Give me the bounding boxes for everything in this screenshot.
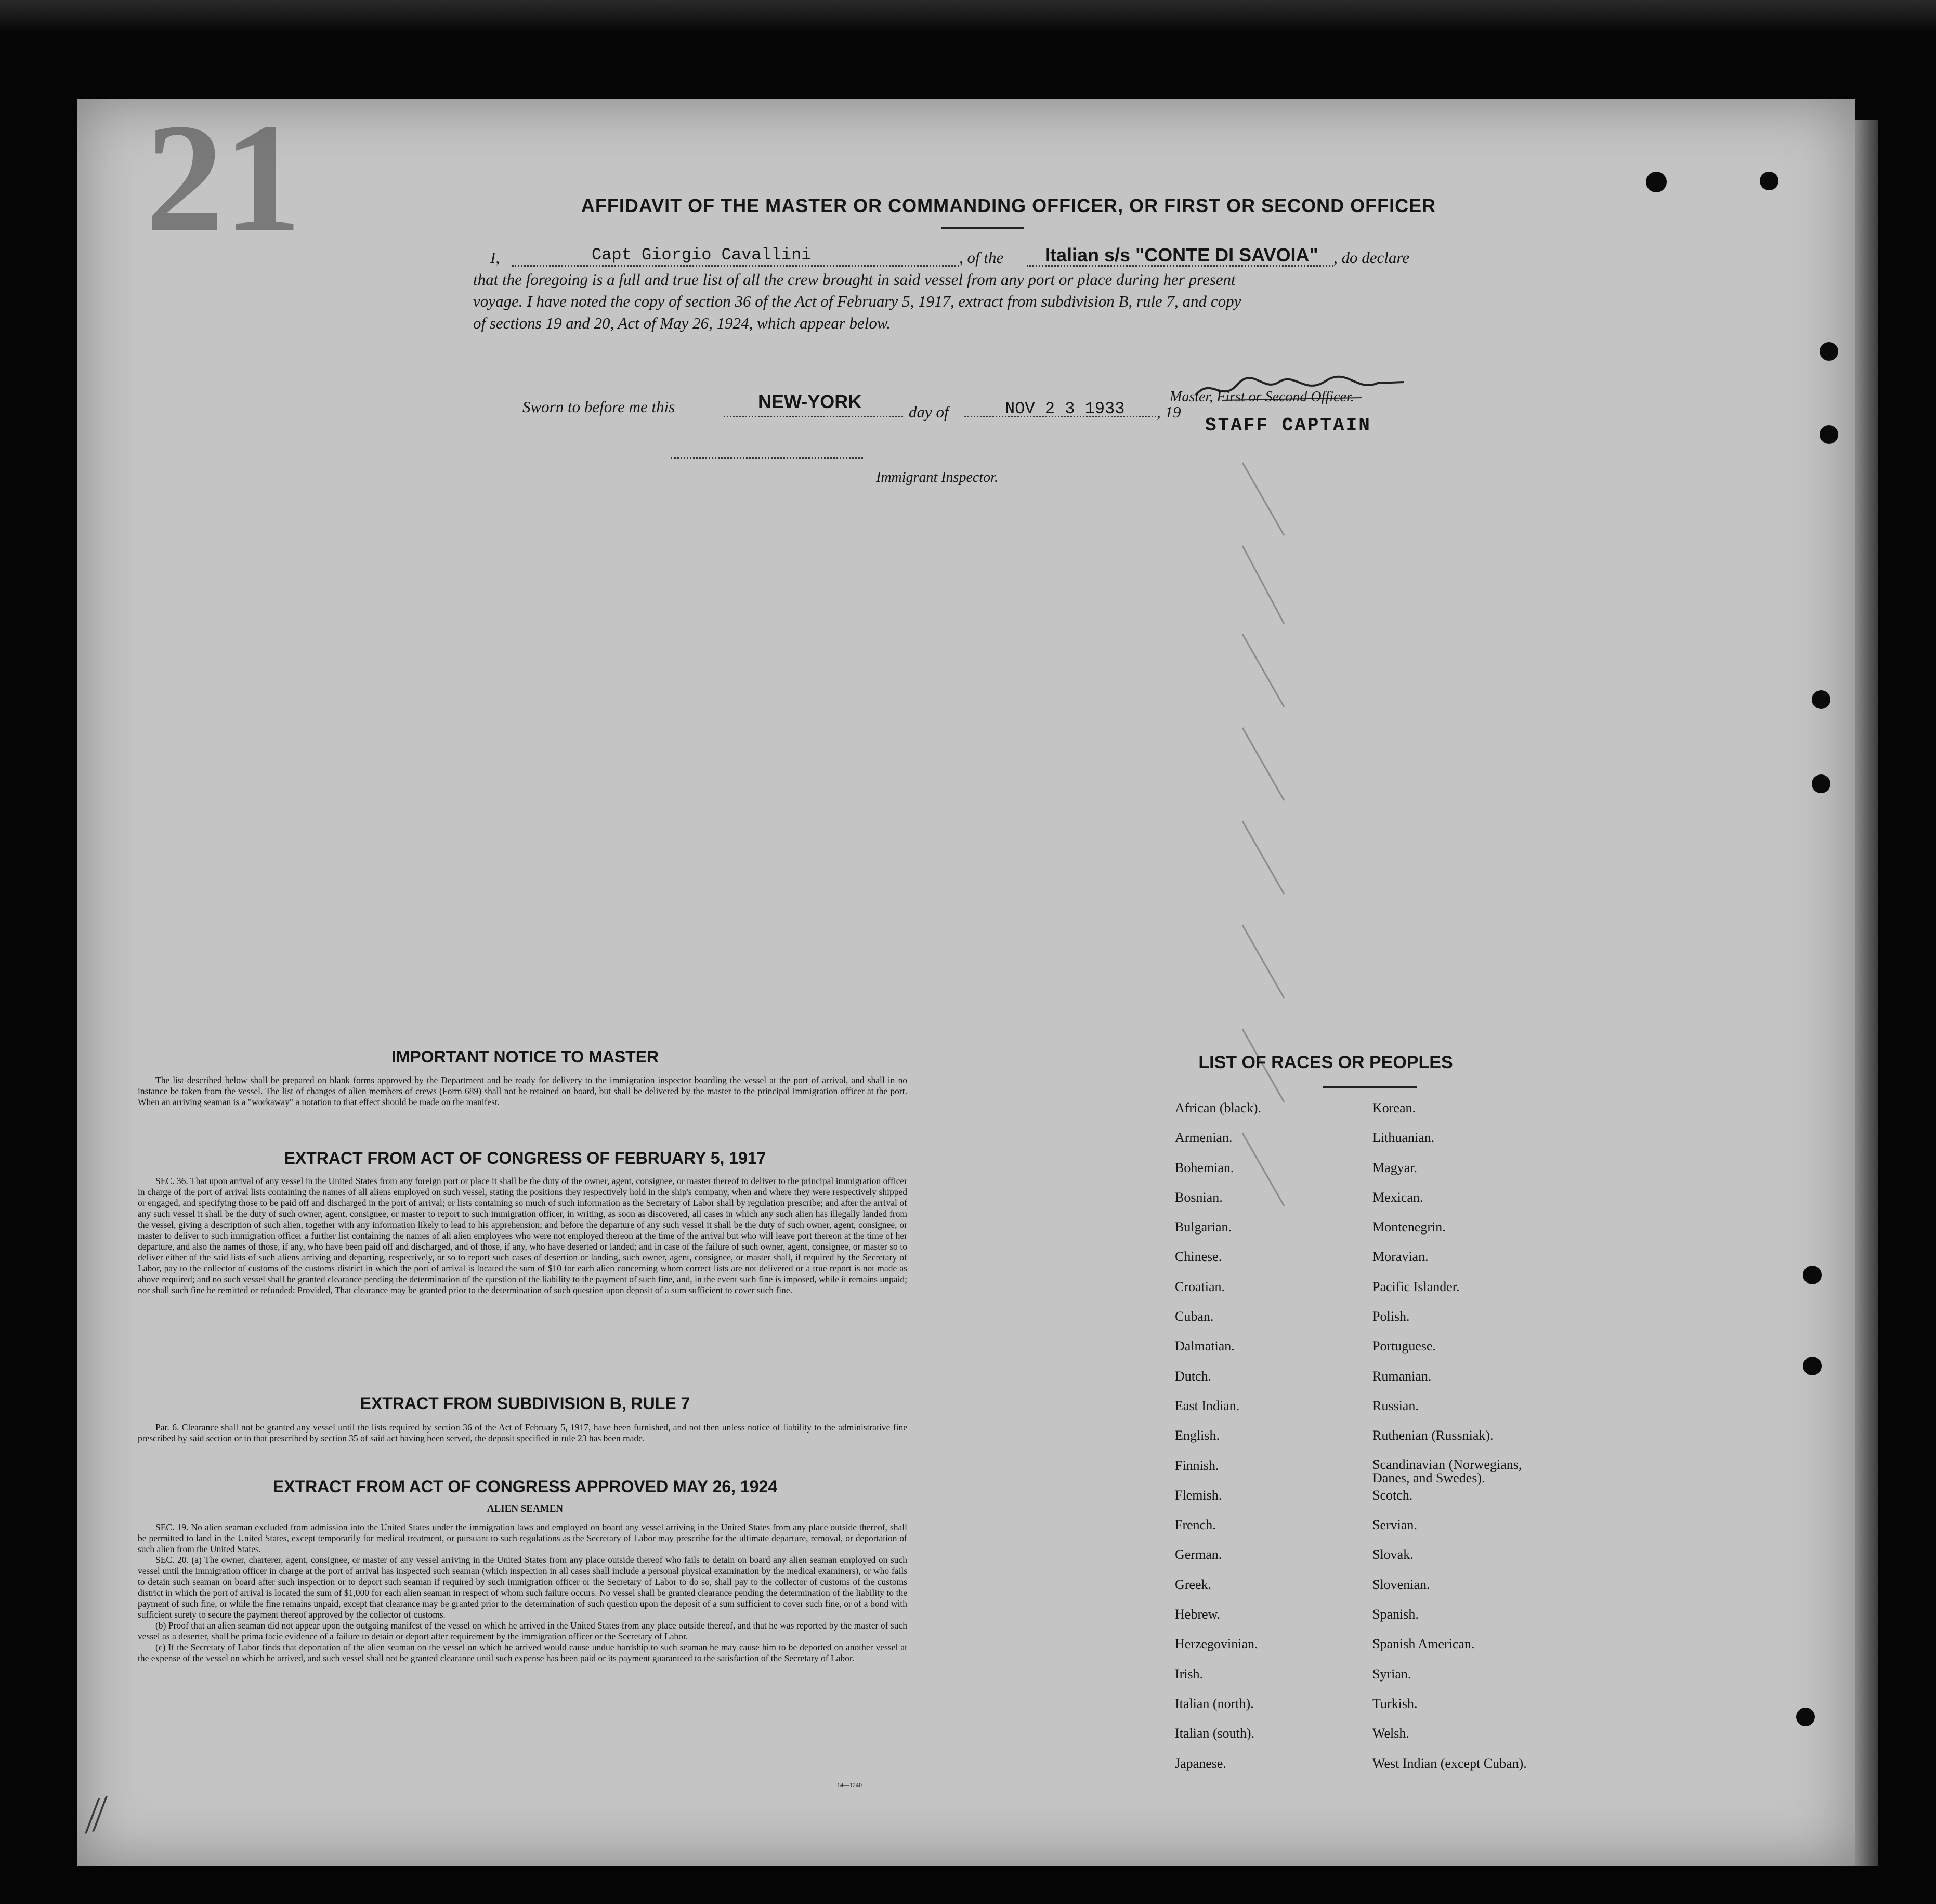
page-edge-shadow: [1855, 120, 1878, 1866]
punch-hole: [1820, 425, 1838, 444]
notice-title: IMPORTANT NOTICE TO MASTER: [391, 1047, 659, 1066]
race-item: French.: [1175, 1517, 1216, 1533]
sec-20b-text: (b) Proof that an alien seaman did not appear upon the outgoing manifest of the vessel on which he arrived in the United States from any place outside thereof, and that he was reported by the master of such vessel as a deserter, shall be prima facie evidence of a failure to detain or deport after requirement by the immigration officer or the Secretary of Labor.: [138, 1620, 907, 1642]
race-item: Japanese.: [1175, 1755, 1226, 1771]
declarant-prefix: I,: [490, 248, 500, 267]
affidavit-line-3: voyage. I have noted the copy of section 36 of the Act of February 5, 1917, extract from subdivision B, rule 7, and copy: [473, 292, 1241, 310]
race-item: Dalmatian.: [1175, 1338, 1235, 1354]
race-item: Welsh.: [1372, 1726, 1409, 1741]
race-item: Mexican.: [1372, 1189, 1423, 1205]
form-number: 14—1240: [837, 1781, 862, 1789]
races-rule: [1323, 1086, 1417, 1088]
race-item: Flemish.: [1175, 1487, 1222, 1503]
signature-caption: Master, First or Second Officer.: [1170, 389, 1354, 405]
races-title: LIST OF RACES OR PEOPLES: [1198, 1053, 1453, 1072]
punch-hole: [1760, 172, 1778, 190]
race-item: Russian.: [1372, 1398, 1419, 1413]
race-item: Cuban.: [1175, 1309, 1214, 1324]
extract-1917-title: EXTRACT FROM ACT OF CONGRESS OF FEBRUARY 5, 1917: [284, 1149, 766, 1167]
race-item: Hebrew.: [1175, 1607, 1221, 1622]
punch-hole: [1803, 1266, 1822, 1284]
alien-seamen-subtitle: ALIEN SEAMEN: [487, 1503, 564, 1514]
race-item: Korean.: [1372, 1100, 1416, 1115]
race-item: East Indian.: [1175, 1398, 1240, 1413]
race-item: West Indian (except Cuban).: [1372, 1755, 1527, 1771]
of-the-label: , of the: [959, 248, 1004, 267]
race-item: Armenian.: [1175, 1130, 1233, 1146]
day-of-label: day of: [909, 403, 949, 421]
sec-36-text: SEC. 36. That upon arrival of any vessel in the United States from any foreign port or place it shall be the duty of the owner, agent, consignee, or master thereof to deliver to the principal immigration officer in charge of the port of arrival lists containing the names of all aliens employed on such vessel, stating the positions they respectively hold in the ship's company, when and where they were respectively shipped or engaged, and specifying those to be paid off and discharged in the port of arrival; or lists containing so much of such information as the Secretary of Labor shall by regulation prescribe; and after the arrival of any such vessel it shall be the duty of such owner, agent, consignee, or master to report to such immigration officer, in writing, as soon as discovered, all cases in which any such alien has illegally landed from the vessel, giving a description of such alien, together with any information likely to lead to his apprehension; and before the departure of any such vessel it shall be the duty of such owner, agent, consignee, or master to deliver to such immigration officer a further list containing the names of all alien employees who were not employed thereon at the time of the arrival but who will leave port thereon at the time of her departure, and also the names of those, if any, who have been paid off and discharged, and of those, if any, who have deserted or landed; and in case of the failure of such owner, agent, consignee, or master so to deliver either of the said lists of such aliens arriving and departing, respectively, or so to report such cases of desertion or landing, such owner, agent, consignee, or master shall, if required by the Secretary of Labor, pay to the collector of customs of the customs district in which the port of arrival is located the sum of $10 for each alien concerning whom correct lists are not delivered or a true report is not made as above required; and no such vessel shall be granted clearance pending the determination of the question of the liability to the payment of such fine, and, in the event such fine is imposed, while it remains unpaid; nor shall such fine be remitted or refunded: Provided, That clearance may be granted prior to the determination of such question upon deposit of a sum sufficient to cover such fine.: [138, 1176, 907, 1295]
title-rule: [941, 227, 1024, 229]
race-item: Slovenian.: [1372, 1577, 1430, 1592]
race-item: Finnish.: [1175, 1457, 1219, 1473]
race-item: Dutch.: [1175, 1368, 1212, 1384]
notice-body: [138, 1075, 907, 1108]
master-name-line: [512, 265, 959, 267]
race-item: Irish.: [1175, 1666, 1204, 1682]
race-item: Slovak.: [1372, 1547, 1414, 1562]
punch-hole: [1820, 342, 1838, 361]
race-item: Bohemian.: [1175, 1160, 1234, 1175]
sec-20c-text: (c) If the Secretary of Labor finds that deportation of the alien seaman on the vessel on which he arrived would cause undue hardship to such seaman he may cause him to be deported on another vessel at the expense of the vessel on which he arrived, and such vessel shall not be granted clearance until such expense has been paid or its payment guaranteed to the satisfaction of the Secretary of Labor.: [138, 1642, 907, 1663]
race-item: Magyar.: [1372, 1160, 1417, 1175]
inspector-caption: Immigrant Inspector.: [876, 469, 998, 485]
race-item: Spanish.: [1372, 1607, 1419, 1622]
race-item: Scandinavian (Norwegians, Danes, and Swedes).: [1372, 1456, 1522, 1486]
scan-top-edge: [0, 0, 1936, 31]
race-item: Scotch.: [1372, 1487, 1413, 1503]
race-item: German.: [1175, 1547, 1222, 1562]
declare-label: , do declare: [1333, 248, 1410, 267]
race-item: Spanish American.: [1372, 1636, 1475, 1652]
race-item: Ruthenian (Russniak).: [1372, 1428, 1494, 1443]
sworn-date-stamp: NOV 2 3 1933: [1005, 399, 1125, 418]
extract-rule7-body: [138, 1422, 907, 1444]
sec-20a-text: SEC. 20. (a) The owner, charterer, agent, consignee, or master of any vessel arriving in the United States from any place outside thereof who fails to detain on board any alien seaman employed on such vessel until the immigration officer in charge at the port of arrival has inspected such seaman (which inspection in all cases shall include a personal physical examination by the medical examiners), or who fails to detain such seaman on board after such inspection or to deport such seaman if required by such immigration officer or the Secretary of Labor to do so, shall pay to the collector of customs of the customs district in which the port of arrival is located the sum of $1,000 for each alien seaman in respect of whom such failure occurs. No vessel shall be granted clearance pending the determination of the liability to the payment of such fine, or while the fine remains unpaid, except that clearance may be granted prior to the determination of such question upon the deposit of a sum sufficient to cover such fine, or of a bond with sufficient surety to secure the payment thereof approved by the collector of customs.: [138, 1555, 907, 1620]
race-item: Bosnian.: [1175, 1189, 1223, 1205]
punch-hole: [1812, 690, 1830, 709]
punch-hole: [1646, 172, 1667, 192]
race-item: Pacific Islander.: [1372, 1279, 1460, 1294]
year-label: , 19: [1157, 403, 1181, 421]
punch-hole: [1812, 774, 1830, 793]
race-item: Lithuanian.: [1372, 1130, 1435, 1146]
punch-hole: [1796, 1708, 1815, 1726]
affidavit-title: AFFIDAVIT OF THE MASTER OR COMMANDING OFFICER, OR FIRST OR SECOND OFFICER: [581, 195, 1436, 216]
extract-rule7-title: EXTRACT FROM SUBDIVISION B, RULE 7: [360, 1394, 690, 1413]
master-name: Capt Giorgio Cavallini: [592, 245, 812, 265]
notice-text: The list described below shall be prepared on blank forms approved by the Department and be ready for delivery to the immigration inspector boarding the vessel at the port of arrival, and shall in no instance be taken from the vessel. The list of changes of alien members of crews (Form 689) shall not be retained on board, but shall be delivered by the master to the principal immigration officer at the port. When an arriving seaman is a "workaway" a notation to that effect should be made on the manifest.: [138, 1075, 907, 1107]
staff-captain-stamp: STAFF CAPTAIN: [1205, 415, 1371, 436]
sworn-place: NEW-YORK: [758, 391, 862, 412]
extract-1917-body: [138, 1176, 907, 1296]
race-item: Rumanian.: [1372, 1368, 1432, 1384]
race-item: Italian (north).: [1175, 1696, 1254, 1711]
races-left-column: [1175, 1100, 1261, 1785]
races-right-column: [1372, 1100, 1560, 1785]
inspector-signature-line: [671, 457, 863, 459]
par-6-text: Par. 6. Clearance shall not be granted any vessel until the lists required by section 36 of the Act of February 5, 1917, have been furnished, and not then unless notice of liability to the administrative fine prescribed by said section or to that prescribed by section 35 of said act having been served, the deposit specified in rule 23 has been made.: [138, 1422, 907, 1443]
race-item: Italian (south).: [1175, 1726, 1255, 1741]
margin-pencil-mark: ⁄⁄: [82, 1788, 111, 1842]
affidavit-line-2: that the foregoing is a full and true list of all the crew brought in said vessel from any port or place during her present: [473, 270, 1236, 288]
race-item: Herzegovinian.: [1175, 1636, 1258, 1652]
race-item: Croatian.: [1175, 1279, 1225, 1294]
race-item: Bulgarian.: [1175, 1219, 1232, 1235]
race-item: Syrian.: [1372, 1666, 1411, 1682]
race-item: Servian.: [1372, 1517, 1417, 1533]
race-item: Turkish.: [1372, 1696, 1418, 1711]
affidavit-line-1: [490, 248, 500, 267]
sworn-label: Sworn to before me this: [522, 398, 675, 416]
race-item: Montenegrin.: [1372, 1219, 1446, 1235]
race-item: Moravian.: [1372, 1249, 1429, 1265]
race-item: Greek.: [1175, 1577, 1212, 1592]
vessel-name: Italian s/s "CONTE DI SAVOIA": [1045, 244, 1318, 266]
extract-1924-title: EXTRACT FROM ACT OF CONGRESS APPROVED MAY 26, 1924: [272, 1477, 778, 1496]
affidavit-line-4: of sections 19 and 20, Act of May 26, 1924, which appear below.: [473, 314, 891, 332]
punch-hole: [1803, 1357, 1822, 1375]
sworn-place-line: [724, 416, 903, 417]
race-item: Portuguese.: [1372, 1338, 1436, 1354]
extract-1924-body: [138, 1522, 907, 1664]
race-item: English.: [1175, 1428, 1220, 1443]
race-item: Chinese.: [1175, 1249, 1222, 1265]
race-item: African (black).: [1175, 1100, 1262, 1115]
race-item: Polish.: [1372, 1309, 1410, 1324]
bleedthrough-page-number: 21: [146, 91, 302, 264]
sec-19-text: SEC. 19. No alien seaman excluded from admission into the United States under the immigration laws and employed on board any vessel arriving in the United States from any place outside thereof, shall be permitted to land in the United States, except temporarily for medical treatment, or pursuant to such regulations as the Secretary of Labor may prescribe for the ultimate departure, removal, or deportation of such alien from the United States.: [138, 1522, 907, 1554]
